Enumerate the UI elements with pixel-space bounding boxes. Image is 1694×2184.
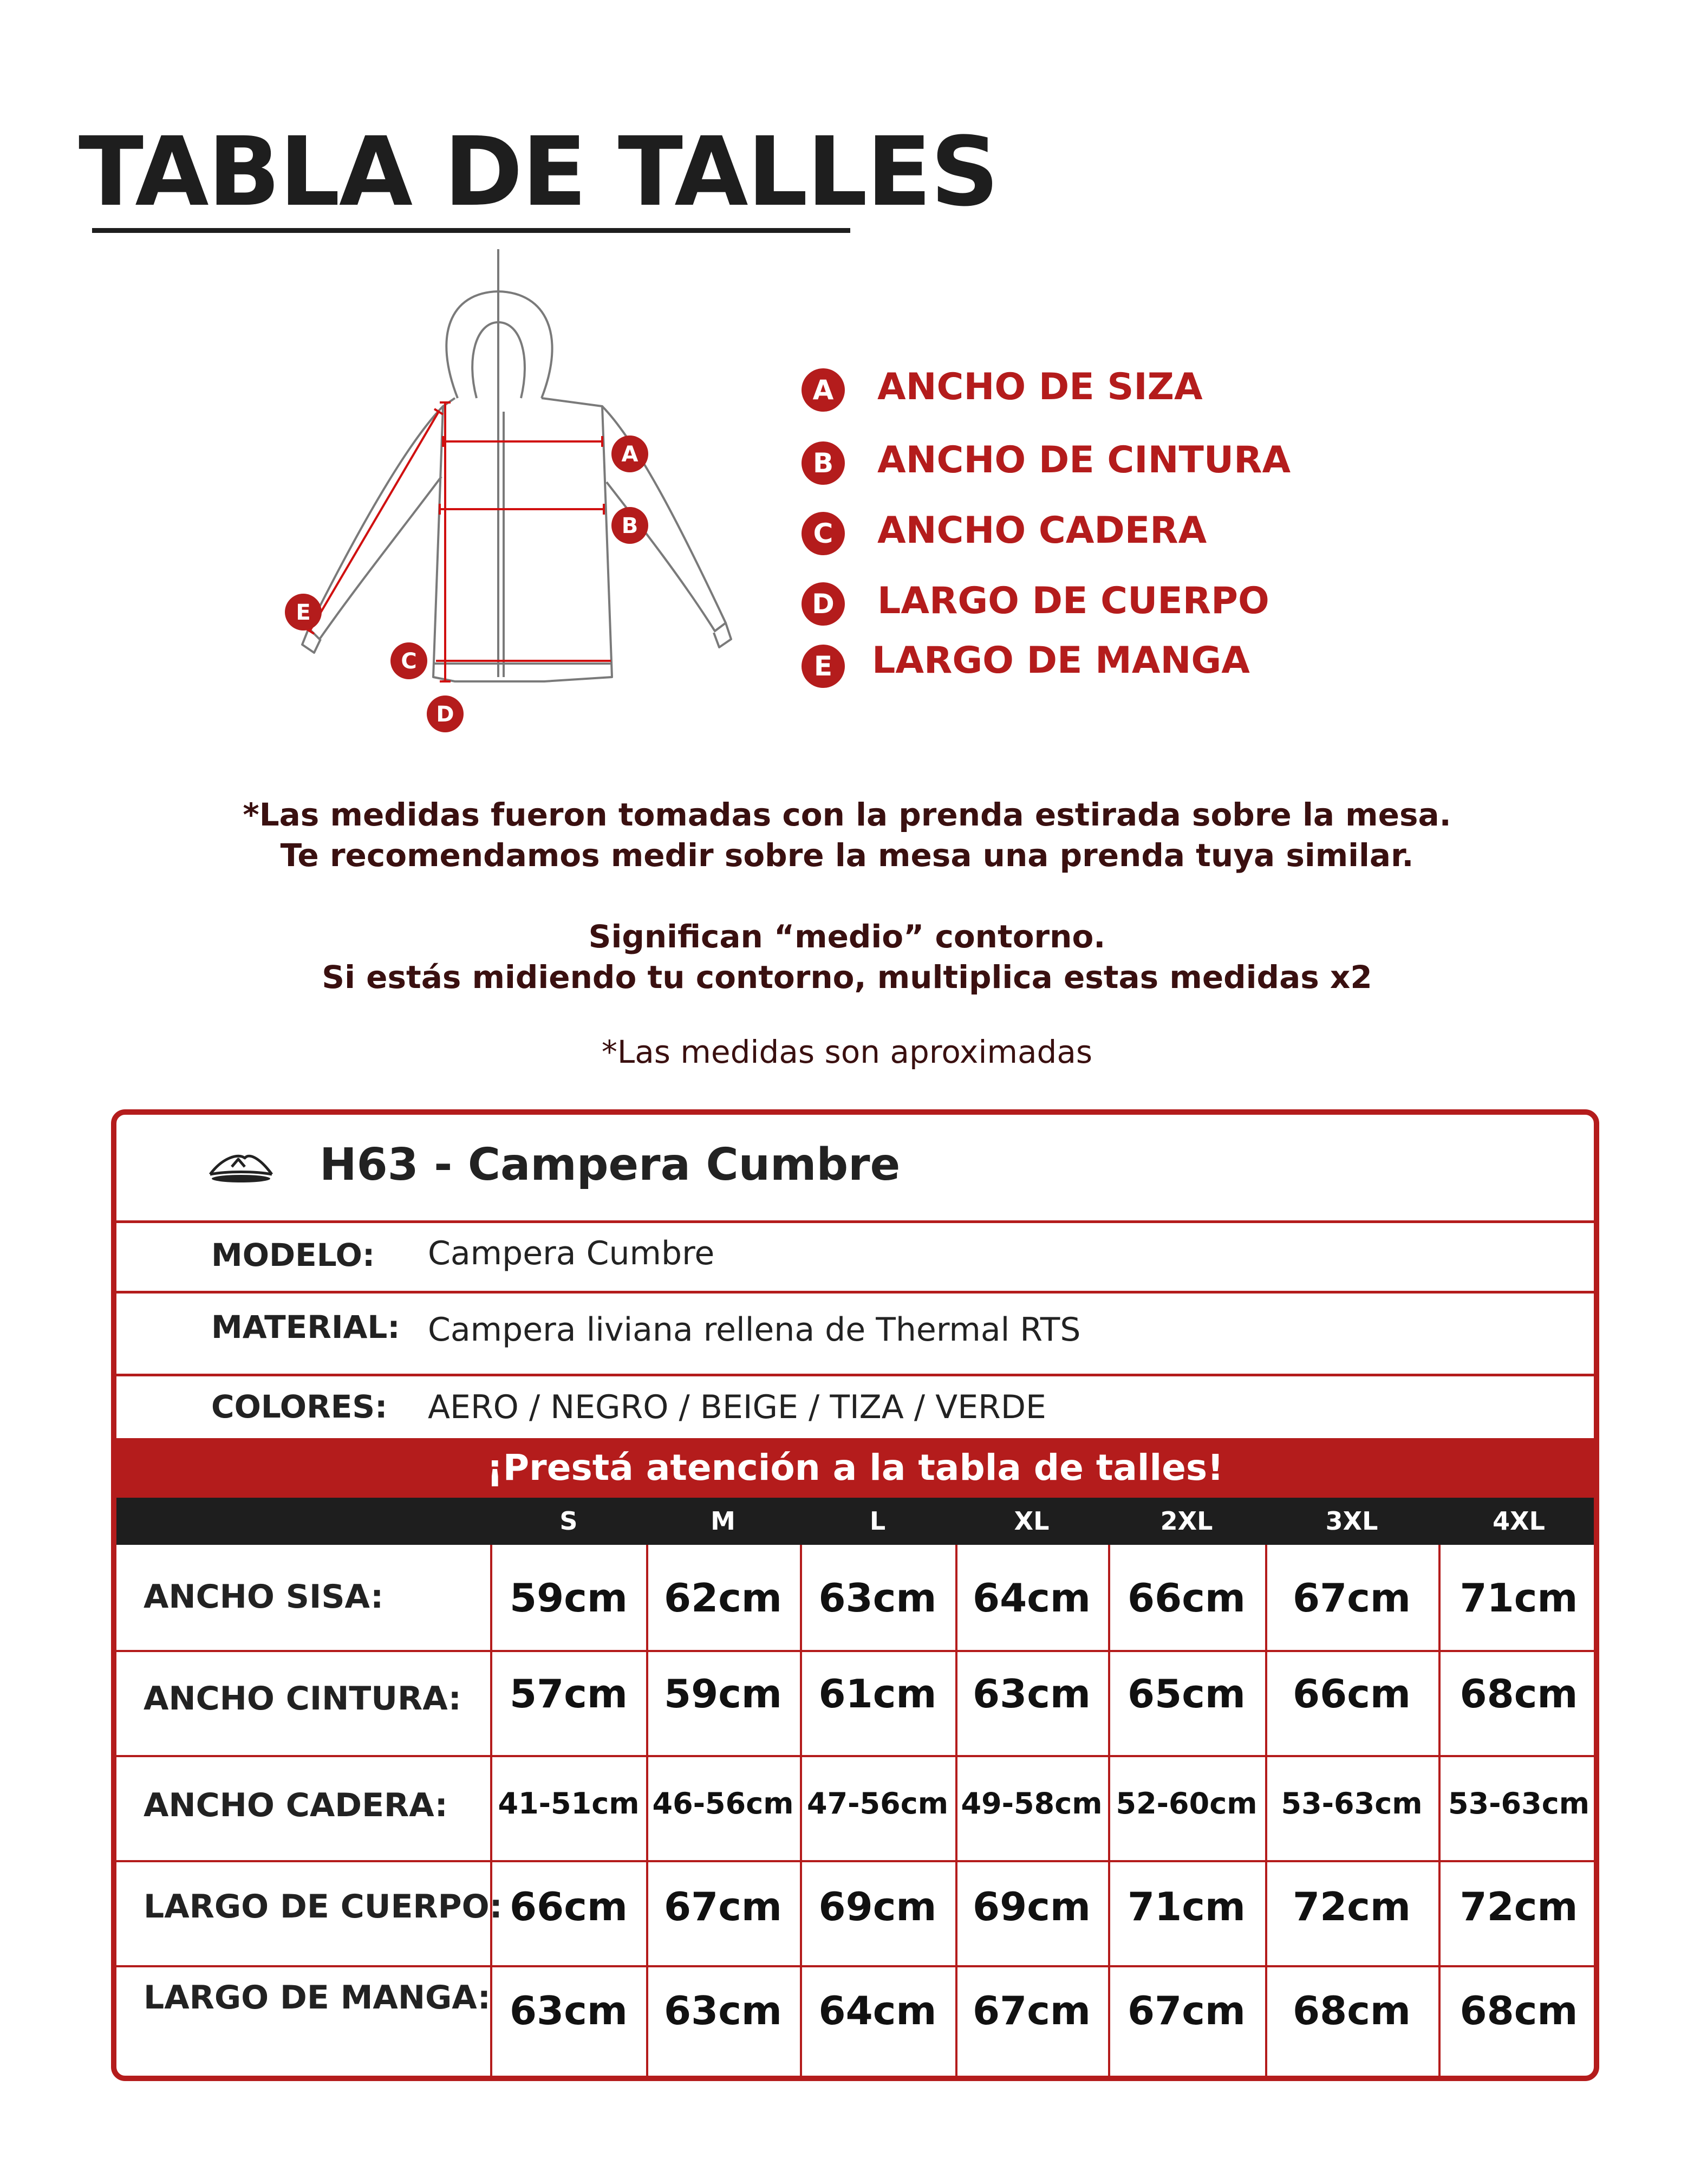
legend-label-e: LARGO DE MANGA — [872, 639, 1250, 682]
size-header-m: M — [711, 1506, 735, 1536]
note-line-5: *Las medidas son aproximadas — [601, 1034, 1093, 1070]
legend-letter-a: A — [802, 368, 845, 412]
legend-letter-c: C — [802, 512, 845, 555]
row-label-ancho-cadera: ANCHO CADERA: — [144, 1786, 448, 1824]
cell-largo-manga-2xl: 67cm — [1128, 1988, 1246, 2033]
page-title: TABLA DE TALLES — [79, 116, 998, 227]
cell-largo-cuerpo-m: 67cm — [664, 1884, 782, 1929]
size-header-4xl: 4XL — [1493, 1506, 1545, 1536]
cell-largo-manga-4xl: 68cm — [1460, 1988, 1578, 2033]
cell-ancho-cintura-3xl: 66cm — [1293, 1671, 1411, 1717]
cell-largo-cuerpo-xl: 69cm — [973, 1884, 1091, 1929]
cell-ancho-sisa-4xl: 71cm — [1460, 1575, 1578, 1621]
svg-text:E: E — [296, 600, 311, 625]
colores-value: AERO / NEGRO / BEIGE / TIZA / VERDE — [428, 1388, 1046, 1426]
cell-largo-manga-m: 63cm — [664, 1988, 782, 2033]
cell-ancho-sisa-3xl: 67cm — [1293, 1575, 1411, 1621]
product-title: H63 - Campera Cumbre — [320, 1139, 901, 1191]
svg-text:D: D — [436, 702, 454, 727]
cell-ancho-cadera-xl: 49-58cm — [961, 1786, 1103, 1821]
size-header-xl: XL — [1014, 1506, 1050, 1536]
size-header-3xl: 3XL — [1325, 1506, 1378, 1536]
size-header-s: S — [559, 1506, 578, 1536]
cell-ancho-cintura-2xl: 65cm — [1128, 1671, 1246, 1717]
cell-ancho-cadera-m: 46-56cm — [652, 1786, 794, 1821]
legend-letter-b: B — [802, 441, 845, 485]
cell-ancho-sisa-2xl: 66cm — [1128, 1575, 1246, 1621]
cell-ancho-cadera-s: 41-51cm — [498, 1786, 640, 1821]
title-underline — [92, 228, 850, 233]
cell-ancho-cadera-4xl: 53-63cm — [1448, 1786, 1589, 1821]
size-header-2xl: 2XL — [1160, 1506, 1213, 1536]
size-card — [111, 1109, 1599, 2081]
size-header-l: L — [869, 1506, 886, 1536]
colores-row — [116, 1376, 1594, 1438]
legend-label-c: ANCHO CADERA — [877, 509, 1207, 552]
cell-largo-cuerpo-2xl: 71cm — [1128, 1884, 1246, 1929]
cell-ancho-sisa-l: 63cm — [818, 1575, 937, 1621]
legend-label-a: ANCHO DE SIZA — [877, 366, 1203, 408]
cell-ancho-cintura-4xl: 68cm — [1460, 1671, 1578, 1717]
note-line-1: *Las medidas fueron tomadas con la prenda estirada sobre la mesa. — [243, 796, 1451, 833]
legend-letter-d: D — [802, 582, 845, 626]
cell-ancho-cadera-l: 47-56cm — [807, 1786, 948, 1821]
note-line-2: Te recomendamos medir sobre la mesa una prenda tuya similar. — [280, 837, 1414, 874]
modelo-value: Campera Cumbre — [428, 1234, 715, 1272]
grid-hline — [116, 1860, 1594, 1862]
cell-ancho-sisa-s: 59cm — [510, 1575, 628, 1621]
svg-text:C: C — [401, 649, 417, 674]
cell-largo-cuerpo-3xl: 72cm — [1293, 1884, 1411, 1929]
note-line-3: Significan “medio” contorno. — [588, 918, 1106, 955]
jacket-diagram — [271, 249, 758, 764]
legend-label-d: LARGO DE CUERPO — [877, 580, 1269, 622]
cell-largo-manga-xl: 67cm — [973, 1988, 1091, 2033]
modelo-row — [116, 1220, 1594, 1294]
row-label-largo-cuerpo: LARGO DE CUERPO: — [144, 1888, 503, 1926]
material-value: Campera liviana rellena de Thermal RTS — [428, 1311, 1081, 1349]
cell-ancho-sisa-m: 62cm — [664, 1575, 782, 1621]
cell-largo-cuerpo-4xl: 72cm — [1460, 1884, 1578, 1929]
legend-label-b: ANCHO DE CINTURA — [877, 439, 1291, 482]
cell-ancho-cintura-s: 57cm — [510, 1671, 628, 1717]
colores-label: COLORES: — [211, 1388, 388, 1425]
material-row — [116, 1294, 1594, 1376]
svg-text:A: A — [621, 442, 638, 467]
modelo-label: MODELO: — [211, 1237, 375, 1273]
cell-largo-cuerpo-s: 66cm — [510, 1884, 628, 1929]
product-header — [116, 1115, 1594, 1223]
cell-ancho-cadera-2xl: 52-60cm — [1116, 1786, 1258, 1821]
grid-hline — [116, 1965, 1594, 1967]
attention-banner: ¡Prestá atención a la tabla de talles! — [116, 1438, 1594, 1498]
brand-logo-icon — [206, 1148, 276, 1186]
row-label-ancho-cintura: ANCHO CINTURA: — [144, 1680, 461, 1718]
cell-largo-manga-s: 63cm — [510, 1988, 628, 2033]
cell-largo-manga-3xl: 68cm — [1293, 1988, 1411, 2033]
cell-largo-manga-l: 64cm — [818, 1988, 937, 2033]
note-line-4: Si estás midiendo tu contorno, multiplica estas medidas x2 — [322, 959, 1372, 996]
cell-ancho-cintura-m: 59cm — [664, 1671, 782, 1717]
legend-letter-e: E — [802, 645, 845, 688]
cell-ancho-sisa-xl: 64cm — [973, 1575, 1091, 1621]
row-label-largo-manga: LARGO DE MANGA: — [144, 1979, 491, 2017]
size-header-bar — [116, 1498, 1594, 1545]
grid-hline — [116, 1650, 1594, 1652]
cell-ancho-cintura-l: 61cm — [818, 1671, 937, 1717]
cell-largo-cuerpo-l: 69cm — [818, 1884, 937, 1929]
cell-ancho-cadera-3xl: 53-63cm — [1281, 1786, 1423, 1821]
svg-text:B: B — [621, 514, 638, 538]
grid-hline — [116, 1755, 1594, 1757]
cell-ancho-cintura-xl: 63cm — [973, 1671, 1091, 1717]
row-label-ancho-sisa: ANCHO SISA: — [144, 1578, 384, 1616]
material-label: MATERIAL: — [211, 1309, 400, 1346]
